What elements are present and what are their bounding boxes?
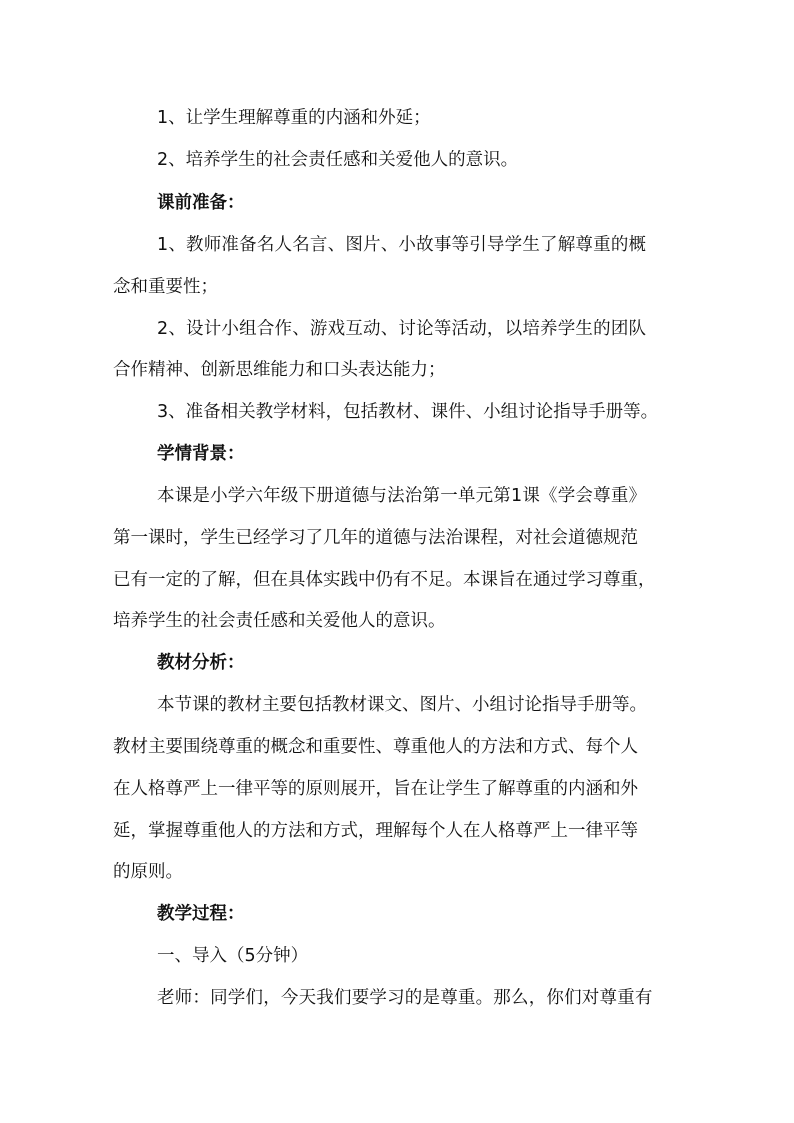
process-teacher-line: 老师：同学们，今天我们要学习的是尊重。那么，你们对尊重有	[157, 988, 653, 1008]
goal-item-1: 1、让学生理解尊重的内涵和外延；	[157, 108, 431, 128]
prep-item-2-line-2: 合作精神、创新思维能力和口头表达能力；	[113, 360, 446, 380]
goal-item-2: 2、培养学生的社会责任感和关爱他人的意识。	[157, 150, 519, 170]
prep-item-1-line-1: 1、教师准备名人名言、图片、小故事等引导学生了解尊重的概	[157, 235, 647, 255]
materials-heading: 教材分析：	[157, 653, 245, 673]
materials-line-3: 在人格尊严上一律平等的原则展开，旨在让学生了解尊重的内涵和外	[113, 779, 638, 799]
materials-line-2: 教材主要围绕尊重的概念和重要性、尊重他人的方法和方式、每个人	[113, 737, 638, 757]
process-step-1: 一、导入（5分钟）	[157, 946, 309, 966]
prep-item-2-line-1: 2、设计小组合作、游戏互动、讨论等活动，以培养学生的团队	[157, 319, 647, 339]
prep-item-1-line-2: 念和重要性；	[113, 277, 218, 297]
background-line-3: 已有一定的了解，但在具体实践中仍有不足。本课旨在通过学习尊重，	[113, 570, 656, 590]
materials-line-1: 本节课的教材主要包括教材课文、图片、小组讨论指导手册等。	[157, 695, 647, 715]
materials-line-5: 的原则。	[113, 862, 183, 882]
process-heading: 教学过程：	[157, 904, 245, 924]
prep-heading: 课前准备：	[157, 193, 245, 213]
background-heading: 学情背景：	[157, 444, 245, 464]
background-line-2: 第一课时，学生已经学习了几年的道德与法治课程，对社会道德规范	[113, 528, 638, 548]
background-line-4: 培养学生的社会责任感和关爱他人的意识。	[113, 611, 446, 631]
prep-item-3: 3、准备相关教学材料，包括教材、课件、小组讨论指导手册等。	[157, 402, 659, 422]
background-line-1: 本课是小学六年级下册道德与法治第一单元第1课《学会尊重》	[157, 486, 647, 506]
materials-line-4: 延，掌握尊重他人的方法和方式，理解每个人在人格尊严上一律平等	[113, 821, 638, 841]
